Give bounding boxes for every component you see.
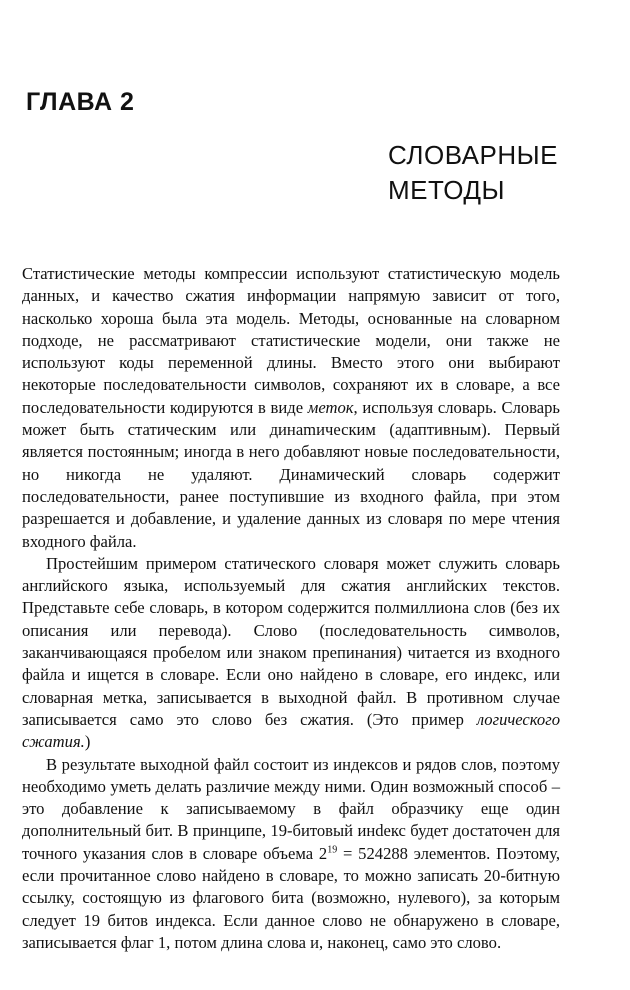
paragraph-3-exponent: 19 <box>327 844 338 856</box>
paragraph-1-text-a: Статистические методы компрессии используют статистическую модель данных, и качество сжатия информации напрямую зависит от того, насколько хороша была эта модель. Методы, основанные на словарном подходе, не рассматривают статистические модели, они также не используют коды переменной длины. Вместо этого они выбирают некоторые последовательности символов, сохраняют их в словаре, а все последовательности кодируются в виде <box>22 264 560 417</box>
chapter-label: ГЛАВА 2 <box>26 88 135 116</box>
paragraph-3 <box>22 754 560 955</box>
chapter-title-line-2: МЕТОДЫ <box>388 175 505 205</box>
paragraph-2-text-b: ) <box>84 732 91 752</box>
body-text <box>22 263 560 954</box>
paragraph-1-text-b: , используя словарь. Словарь может быть статическим или динаmическим (адаптивным). Первый является постоянным; иногда в него добавляют новые последовательности, но никогда не удаляют. Динамический словарь содержит последовательности, ранее поступившие из входного файла, при этом разрешается и добавление, и удаление данных из словаря по мере чтения входного файла. <box>22 397 561 551</box>
paragraph-2 <box>22 553 560 754</box>
paragraph-2-emphasis: логического сжатия. <box>22 709 560 752</box>
paragraph-1-emphasis: меток <box>307 397 354 417</box>
paragraph-2-text-a: Простейшим примером статического словаря может служить словарь английского языка, используемый для сжатия английских текстов. Представьте себе словарь, в котором содержится полмиллиона слов (без их описания или перевода). Слово (последовательность символов, заканчивающаяся пробелом или знаком препинания) читается из входного файла и ищется в словаре. Если оно найдено в словаре, его индекс, или словарная метка, записывается в выходной файл. В противном случае записывается само это слово без сжатия. (Это пример <box>22 553 560 729</box>
paragraph-3-text-b: = 524288 элементов. Поэтому, если прочитанное слово найдено в словаре, то можно записать 20-битную ссылку, состоящую из флагового бита (возможно, нулевого), за которым следует 19 битов индекса. Если данное слово не обнаружено в словаре, записывается флаг 1, потом длина слова и, наконец, само это слово. <box>22 843 560 952</box>
paragraph-1 <box>22 263 560 553</box>
paragraph-3-text-a: В результате выходной файл состоит из индексов и рядов слов, поэтому необходимо уметь делать различие между ними. Один возможный способ – это добавление к записываемому в файл образчику еще один дополнительный бит. В принципе, 19-битовый инdекс будет достаточен для точного указания слов в словаре объема 2 <box>22 754 560 863</box>
chapter-title-line-1: СЛОВАРНЫЕ <box>388 140 558 170</box>
chapter-title <box>388 138 558 208</box>
